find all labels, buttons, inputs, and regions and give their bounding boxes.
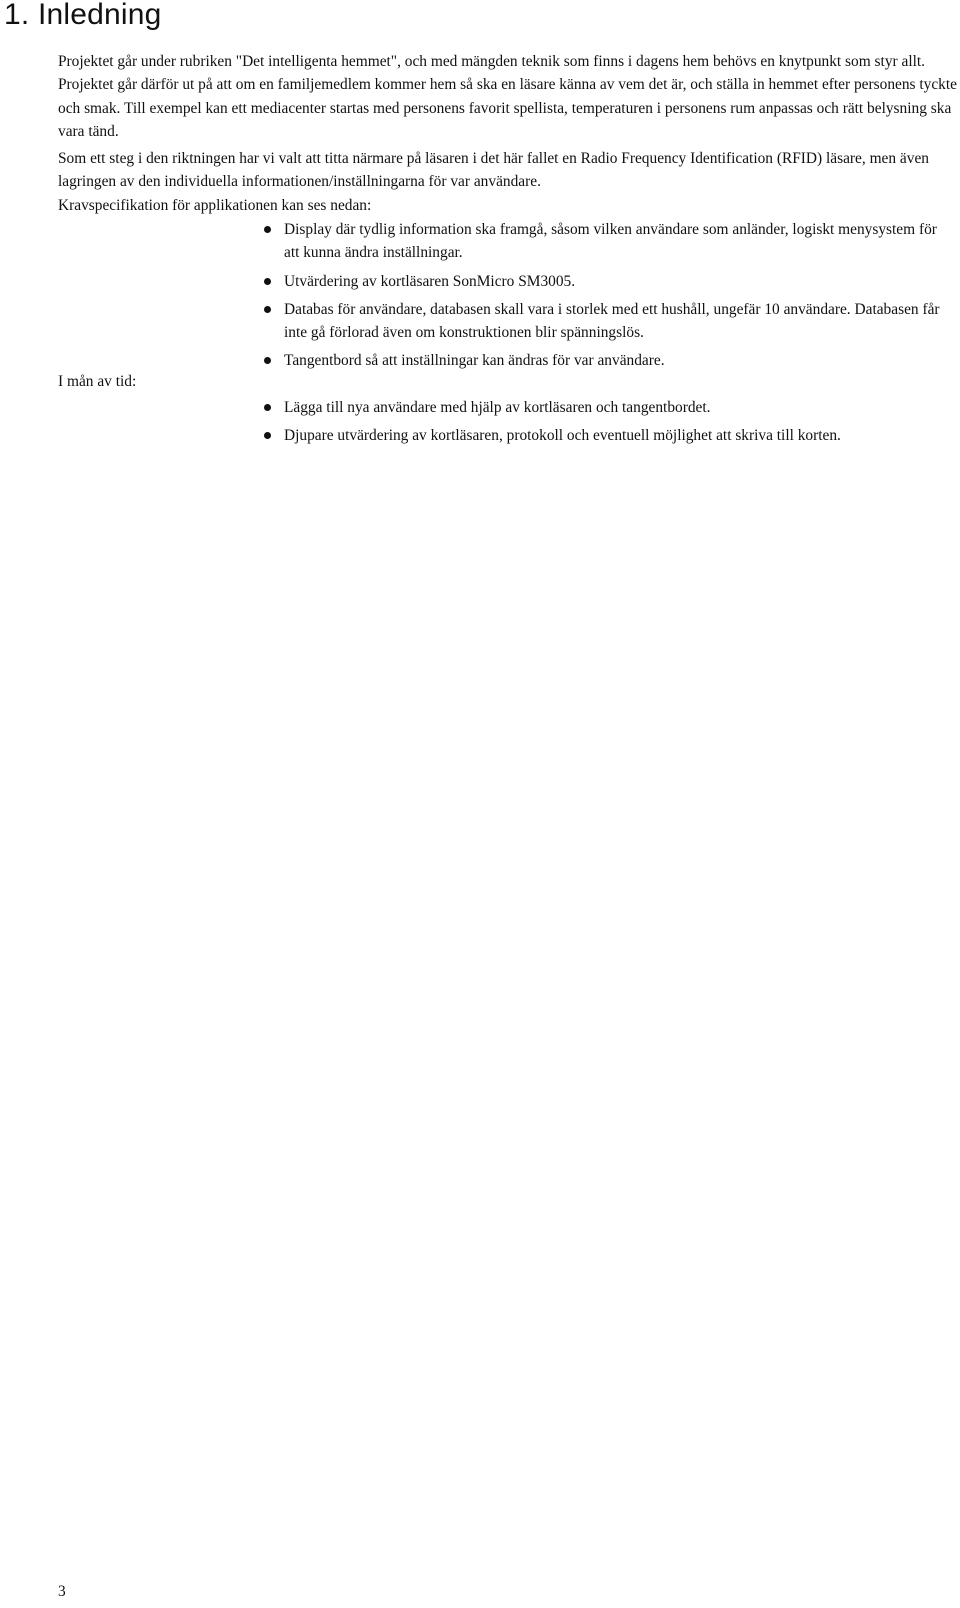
- list-item-text: Djupare utvärdering av kortläsaren, protokoll och eventuell möjlighet att skriva till korten.: [284, 427, 841, 445]
- bullet-icon: [264, 357, 271, 364]
- rfid-paragraph: Som ett steg i den riktningen har vi valt att titta närmare på läsaren i det här fallet en Radio Frequency Identification (RFID) läsare, men även lagringen av den individuella informationen/inställningarna för var användare.: [58, 150, 929, 191]
- requirements-intro: Kravspecifikation för applikationen kan ses nedan:: [58, 197, 372, 214]
- list-item: [262, 396, 952, 419]
- bullet-icon: [264, 404, 271, 411]
- bullet-icon: [264, 432, 271, 439]
- bullet-icon: [264, 278, 271, 285]
- page-title: 1. Inledning: [4, 0, 162, 31]
- list-item-text: Utvärdering av kortläsaren SonMicro SM3005.: [284, 272, 576, 290]
- list-item: [262, 349, 952, 372]
- list-item-text: Databas för användare, databasen skall vara i storlek med ett hushåll, ungefär 10 användare. Databasen får inte gå förlorad även om konstruktionen blir spänningslös.: [284, 300, 940, 342]
- optional-label: I mån av tid:: [58, 373, 137, 390]
- list-item-text: Tangentbord så att inställningar kan ändras för var användare.: [284, 352, 665, 370]
- page-number: 3: [58, 1583, 66, 1600]
- list-item: [262, 218, 952, 265]
- list-item: [262, 298, 952, 345]
- requirements-list: [262, 218, 952, 378]
- list-item: [262, 270, 952, 293]
- bullet-icon: [264, 226, 271, 233]
- intro-paragraph: Projektet går under rubriken "Det intelligenta hemmet", och med mängden teknik som finns i dagens hem behövs en knytpunkt som styr allt. Projektet går därför ut på att om en familjemedlem kommer hem så ska en läsare känna av vem det är, och ställa in hemmet efter personens tyckte och smak. Till exempel kan ett mediacenter startas med personens favorit spellista, temperaturen i personens rum anpassas och rätt belysning ska vara tänd.: [58, 53, 957, 140]
- bullet-icon: [264, 306, 271, 313]
- list-item: [262, 424, 952, 447]
- optional-list: [262, 396, 952, 453]
- list-item-text: Display där tydlig information ska framgå, såsom vilken användare som anländer, logiskt menysystem för att kunna ändra inställningar.: [284, 221, 937, 262]
- list-item-text: Lägga till nya användare med hjälp av kortläsaren och tangentbordet.: [284, 399, 711, 416]
